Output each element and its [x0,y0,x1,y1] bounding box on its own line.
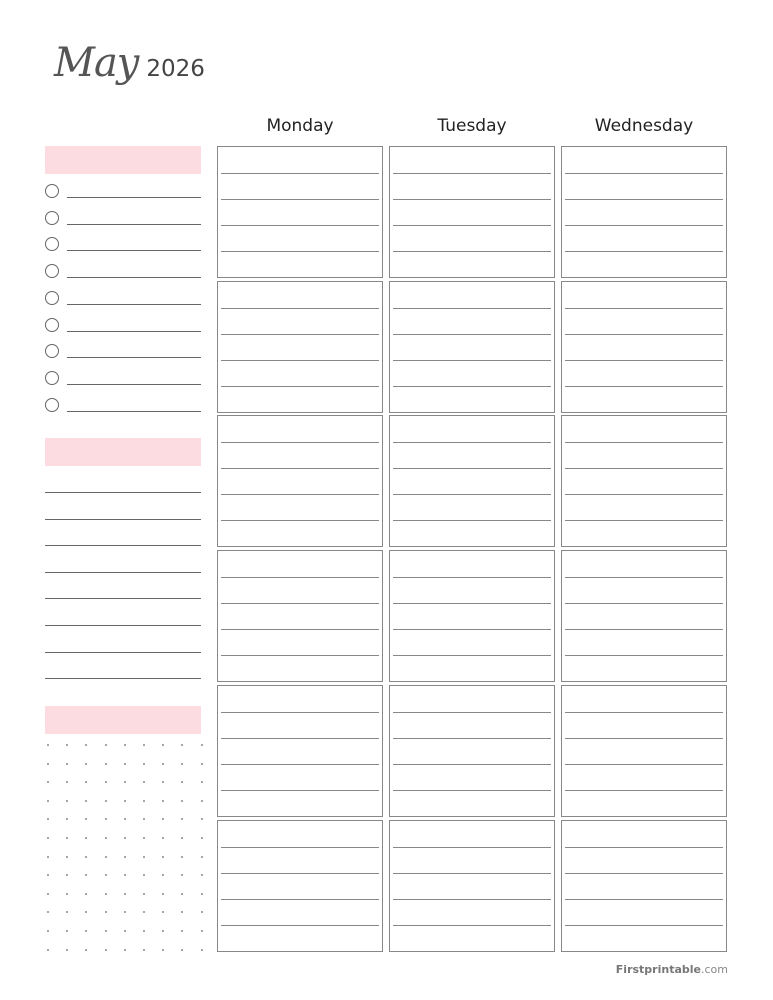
checklist-item[interactable] [45,211,201,229]
grid-dot [105,949,107,951]
grid-dot [66,930,68,932]
cell-write-line [565,925,723,926]
grid-dot [85,744,87,746]
cell-write-line [565,494,723,495]
grid-dot [162,818,164,820]
cell-write-line [565,577,723,578]
checkbox-circle[interactable] [45,184,59,198]
grid-dot [143,856,145,858]
grid-dot [201,781,203,783]
grid-dot [143,837,145,839]
cell-write-line [393,225,551,226]
grid-dot [66,763,68,765]
cell-write-line [565,603,723,604]
grid-dot [143,800,145,802]
notes-write-line [45,598,201,599]
cell-write-line [221,603,379,604]
cell-write-line [565,251,723,252]
grid-dot [201,763,203,765]
grid-dot [181,818,183,820]
grid-dot [162,781,164,783]
cell-write-line [565,468,723,469]
grid-dot [162,856,164,858]
grid-dot [124,930,126,932]
day-cell[interactable] [561,550,727,682]
cell-write-line [393,199,551,200]
grid-dot [85,818,87,820]
checklist-write-line [67,411,201,412]
day-cell[interactable] [389,146,555,278]
cell-write-line [221,655,379,656]
day-cell[interactable] [217,146,383,278]
cell-write-line [221,251,379,252]
cell-write-line [393,899,551,900]
notes-write-line [45,492,201,493]
cell-write-line [221,468,379,469]
day-header-monday: Monday [266,116,334,136]
grid-dot [105,800,107,802]
cell-write-line [565,655,723,656]
cell-write-line [565,899,723,900]
cell-write-line [393,629,551,630]
cell-write-line [221,764,379,765]
cell-write-line [221,899,379,900]
day-cell[interactable] [217,415,383,547]
cell-write-line [393,577,551,578]
day-cell[interactable] [561,281,727,413]
grid-dot [85,837,87,839]
grid-dot [143,818,145,820]
grid-dot [85,856,87,858]
day-cell[interactable] [217,820,383,952]
checkbox-circle[interactable] [45,237,59,251]
cell-write-line [565,225,723,226]
grid-dot [124,781,126,783]
grid-dot [47,930,49,932]
grid-dot [143,930,145,932]
dotgrid-header-bar [45,706,201,734]
grid-dot [201,800,203,802]
grid-dot [201,949,203,951]
checklist-write-line [67,277,201,278]
grid-dot [85,800,87,802]
grid-dot [162,837,164,839]
grid-dot [181,911,183,913]
cell-write-line [565,738,723,739]
grid-dot [66,893,68,895]
checklist-write-line [67,384,201,385]
grid-dot [85,781,87,783]
cell-write-line [393,468,551,469]
checklist-write-line [67,224,201,225]
day-cell[interactable] [561,820,727,952]
grid-dot [143,781,145,783]
cell-write-line [221,629,379,630]
grid-dot [105,856,107,858]
cell-write-line [565,360,723,361]
notes-write-line [45,652,201,653]
day-cell[interactable] [389,550,555,682]
cell-write-line [393,520,551,521]
cell-write-line [393,386,551,387]
day-cell[interactable] [217,550,383,682]
grid-dot [47,781,49,783]
grid-dot [124,800,126,802]
grid-dot [105,818,107,820]
checklist-write-line [67,197,201,198]
page-title [54,40,205,100]
notes-write-line [45,678,201,679]
checklist-header-bar [45,146,201,174]
dot-grid [45,740,205,955]
grid-dot [201,818,203,820]
cell-write-line [393,334,551,335]
cell-write-line [565,442,723,443]
cell-write-line [221,494,379,495]
grid-dot [105,763,107,765]
grid-dot [201,893,203,895]
checklist-item[interactable] [45,184,201,202]
checkbox-circle[interactable] [45,211,59,225]
grid-dot [181,930,183,932]
grid-dot [143,911,145,913]
grid-dot [47,744,49,746]
day-cell[interactable] [389,415,555,547]
grid-dot [181,800,183,802]
cell-write-line [221,334,379,335]
grid-dot [105,744,107,746]
footer-brand-bold: Firstprintable [615,963,701,976]
checklist-item[interactable] [45,237,201,255]
checklist-item[interactable] [45,344,201,362]
notes-write-line [45,572,201,573]
cell-write-line [221,173,379,174]
cell-write-line [221,199,379,200]
grid-dot [105,911,107,913]
cell-write-line [565,173,723,174]
grid-dot [124,763,126,765]
cell-write-line [393,764,551,765]
cell-write-line [565,334,723,335]
cell-write-line [221,386,379,387]
grid-dot [66,856,68,858]
grid-dot [47,949,49,951]
grid-dot [143,874,145,876]
grid-dot [85,911,87,913]
cell-write-line [393,603,551,604]
grid-dot [181,744,183,746]
grid-dot [47,911,49,913]
grid-dot [181,781,183,783]
grid-dot [201,837,203,839]
grid-dot [181,874,183,876]
grid-dot [85,893,87,895]
cell-write-line [565,712,723,713]
cell-write-line [221,738,379,739]
grid-dot [47,856,49,858]
cell-write-line [393,738,551,739]
checklist-item[interactable] [45,264,201,282]
cell-write-line [565,873,723,874]
grid-dot [85,763,87,765]
cell-write-line [221,442,379,443]
cell-write-line [221,873,379,874]
grid-dot [47,893,49,895]
grid-dot [66,837,68,839]
grid-dot [162,744,164,746]
cell-write-line [221,308,379,309]
day-cell[interactable] [561,685,727,817]
cell-write-line [393,442,551,443]
grid-dot [143,763,145,765]
cell-write-line [565,764,723,765]
notes-write-line [45,545,201,546]
cell-write-line [393,847,551,848]
day-header-tuesday: Tuesday [437,116,507,136]
grid-dot [162,763,164,765]
grid-dot [105,893,107,895]
grid-dot [105,930,107,932]
cell-write-line [565,199,723,200]
grid-dot [143,949,145,951]
checklist-item[interactable] [45,398,201,416]
cell-write-line [221,577,379,578]
grid-dot [124,874,126,876]
grid-dot [66,744,68,746]
cell-write-line [393,873,551,874]
grid-dot [47,874,49,876]
grid-dot [47,800,49,802]
cell-write-line [393,494,551,495]
checkbox-circle[interactable] [45,344,59,358]
grid-dot [162,893,164,895]
checkbox-circle[interactable] [45,371,59,385]
cell-write-line [565,790,723,791]
cell-write-line [565,386,723,387]
checkbox-circle[interactable] [45,318,59,332]
grid-dot [66,818,68,820]
grid-dot [181,763,183,765]
cell-write-line [565,629,723,630]
grid-dot [105,837,107,839]
checklist-write-line [67,331,201,332]
grid-dot [201,874,203,876]
cell-write-line [565,847,723,848]
grid-dot [162,949,164,951]
grid-dot [201,930,203,932]
grid-dot [181,856,183,858]
day-cell[interactable] [389,685,555,817]
cell-write-line [393,790,551,791]
grid-dot [201,744,203,746]
grid-dot [85,930,87,932]
grid-dot [143,893,145,895]
checklist-item[interactable] [45,291,201,309]
notes-write-line [45,625,201,626]
day-cell[interactable] [217,685,383,817]
grid-dot [47,837,49,839]
grid-dot [181,837,183,839]
cell-write-line [221,925,379,926]
cell-write-line [221,847,379,848]
cell-write-line [393,308,551,309]
grid-dot [124,744,126,746]
grid-dot [47,818,49,820]
grid-dot [124,837,126,839]
checkbox-circle[interactable] [45,398,59,412]
checklist-write-line [67,250,201,251]
grid-dot [105,874,107,876]
checkbox-circle[interactable] [45,264,59,278]
grid-dot [162,800,164,802]
checklist-item[interactable] [45,371,201,389]
grid-dot [181,893,183,895]
grid-dot [162,930,164,932]
grid-dot [162,874,164,876]
checklist-item[interactable] [45,318,201,336]
grid-dot [66,949,68,951]
grid-dot [47,763,49,765]
grid-dot [85,874,87,876]
checkbox-circle[interactable] [45,291,59,305]
notes-write-line [45,519,201,520]
cell-write-line [393,655,551,656]
cell-write-line [393,712,551,713]
day-cell[interactable] [389,820,555,952]
grid-dot [201,911,203,913]
day-cell[interactable] [561,415,727,547]
grid-dot [124,856,126,858]
grid-dot [66,874,68,876]
cell-write-line [221,790,379,791]
grid-dot [162,911,164,913]
day-cell[interactable] [217,281,383,413]
checklist-write-line [67,357,201,358]
grid-dot [181,949,183,951]
cell-write-line [221,520,379,521]
cell-write-line [565,308,723,309]
cell-write-line [393,251,551,252]
cell-write-line [565,520,723,521]
footer-brand-tail: .com [701,963,728,976]
grid-dot [66,800,68,802]
year-label: 2026 [146,56,205,82]
grid-dot [124,818,126,820]
cell-write-line [221,225,379,226]
grid-dot [66,781,68,783]
grid-dot [66,911,68,913]
day-cell[interactable] [561,146,727,278]
grid-dot [85,949,87,951]
grid-dot [124,893,126,895]
cell-write-line [221,360,379,361]
cell-write-line [221,712,379,713]
grid-dot [124,911,126,913]
cell-write-line [393,173,551,174]
grid-dot [143,744,145,746]
footer-brand [616,963,728,976]
day-header-wednesday: Wednesday [594,116,694,136]
day-cell[interactable] [389,281,555,413]
checklist-write-line [67,304,201,305]
notes-header-bar [45,438,201,466]
month-label: May [54,40,139,86]
grid-dot [201,856,203,858]
grid-dot [105,781,107,783]
cell-write-line [393,360,551,361]
grid-dot [124,949,126,951]
cell-write-line [393,925,551,926]
